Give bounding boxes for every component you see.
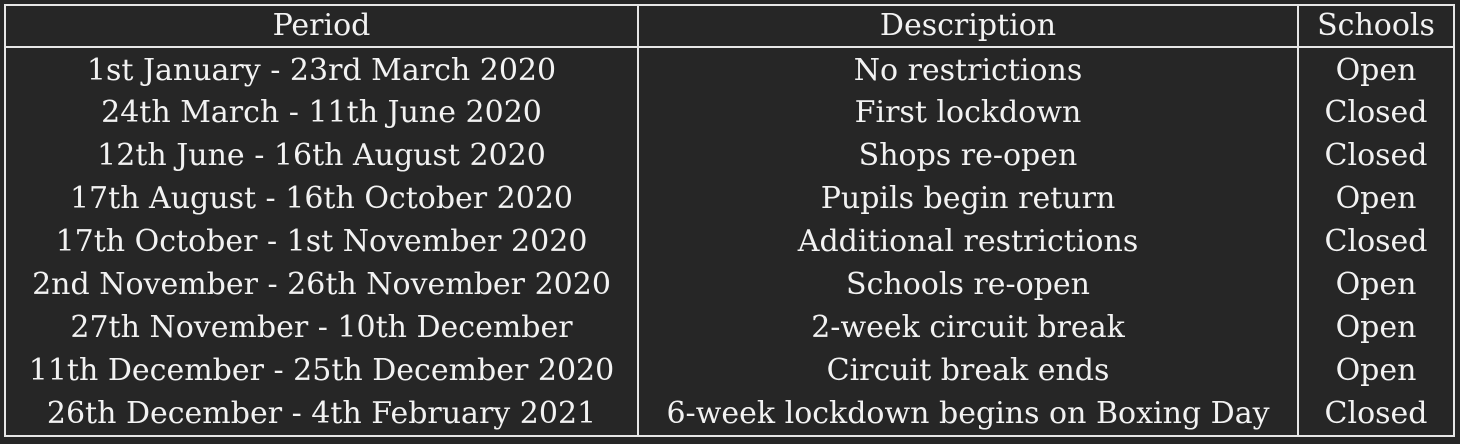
description-cell: Circuit break ends xyxy=(638,349,1298,392)
description-cell: Schools re-open xyxy=(638,264,1298,307)
period-cell: 17th August - 16th October 2020 xyxy=(6,178,638,221)
header-schools: Schools xyxy=(1298,6,1453,47)
description-cell: No restrictions xyxy=(638,47,1298,92)
period-cell: 1st January - 23rd March 2020 xyxy=(6,47,638,92)
description-cell: 2-week circuit break xyxy=(638,306,1298,349)
description-cell: Shops re-open xyxy=(638,135,1298,178)
table-row xyxy=(6,178,1453,221)
schools-status-cell: Closed xyxy=(1324,224,1428,260)
table-row xyxy=(6,392,1453,435)
period-cell: 2nd November - 26th November 2020 xyxy=(6,264,638,307)
header-description: Description xyxy=(638,6,1298,47)
lockdown-timeline-table xyxy=(6,6,1453,435)
table-row xyxy=(6,306,1453,349)
schools-status-cell: Open xyxy=(1335,352,1417,388)
header-period: Period xyxy=(6,6,638,47)
table-row xyxy=(6,349,1453,392)
table-row xyxy=(6,47,1453,92)
schools-status-cell: Open xyxy=(1335,267,1417,302)
period-cell: 26th December - 4th February 2021 xyxy=(6,392,638,435)
schools-status-cell: Closed xyxy=(1324,95,1428,131)
schools-status-cell: Open xyxy=(1335,181,1417,217)
period-cell: 11th December - 25th December 2020 xyxy=(6,349,638,392)
schools-status-cell: Open xyxy=(1335,309,1417,345)
period-cell: 17th October - 1st November 2020 xyxy=(6,221,638,264)
description-cell: Additional restrictions xyxy=(638,221,1298,264)
schools-status-cell: Closed xyxy=(1324,395,1428,431)
period-cell: 12th June - 16th August 2020 xyxy=(6,135,638,178)
lockdown-timeline-table-frame xyxy=(4,4,1455,437)
schools-status-cell: Open xyxy=(1335,53,1417,88)
table-row xyxy=(6,221,1453,264)
schools-status-cell: Closed xyxy=(1324,138,1428,174)
period-cell: 27th November - 10th December xyxy=(6,306,638,349)
description-cell: Pupils begin return xyxy=(638,178,1298,221)
table-row xyxy=(6,264,1453,307)
table-header-row xyxy=(6,6,1453,47)
description-cell: First lockdown xyxy=(638,92,1298,135)
table-row xyxy=(6,135,1453,178)
table-row xyxy=(6,92,1453,135)
period-cell: 24th March - 11th June 2020 xyxy=(6,92,638,135)
description-cell: 6-week lockdown begins on Boxing Day xyxy=(638,392,1298,435)
